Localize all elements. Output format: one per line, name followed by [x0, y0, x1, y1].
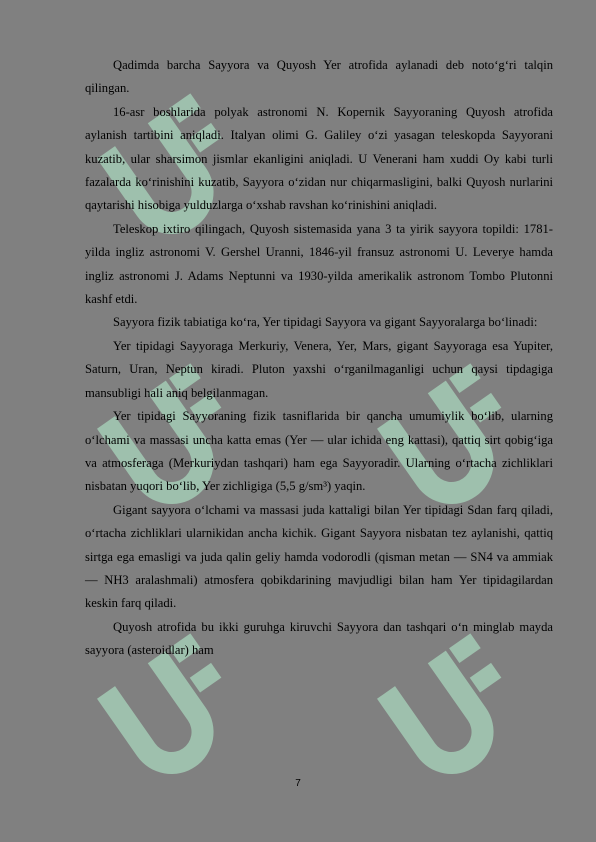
page-body-text	[85, 54, 553, 663]
paragraph: Sayyora fizik tabiatiga ko‘ra, Yer tipidagi Sayyora va gigant Sayyoralarga bo‘linadi:	[113, 315, 538, 330]
paragraph: Yer tipidagi Sayyoraning fizik tasniflarida bir qancha umumiylik bo‘lib, ularning o‘lchami va massasi uncha katta emas (Yer — ular ichida eng kattasi), qattiq sirt qobig‘iga va atmosferaga (Merkuriydan tashqari) ham ega Sayyoradir. Ularning o‘rtacha zichliklari nisbatan yuqori bo‘lib, Yer zichligiga (5,5 g/sm³) yaqin.	[85, 409, 553, 494]
paragraph: Quyosh atrofida bu ikki guruhga kiruvchi Sayyora dan tashqari o‘n minglab mayda sayyora (asteroidlar) ham	[85, 619, 553, 658]
paragraph: Gigant sayyora o‘lchami va massasi juda kattaligi bilan Yer tipidagi Sdan farq qiladi, o‘rtacha zichliklari ularnikidan ancha kichik. Gigant Sayyora nisbatan tez aylanishi, qattiq sirtga ega emasligi va juda qalin geliy hamda vodorodli (qisman metan — SN4 va ammiak — NH3 aralashmali) atmosfera qobikdarining mavjudligi bilan ham Yer tipidagilardan keskin farq qiladi.	[85, 502, 553, 611]
paragraph: Teleskop ixtiro qilingach, Quyosh sistemasida yana 3 ta yirik sayyora topildi: 1781-yilda ingliz astronomi V. Gershel Uranni, 1846-yil fransuz astronomi U. Leverye hamda ingliz astronomi J. Adams Neptunni va 1930-yilda amerikalik astronom Tombo Plutonni kashf etdi.	[85, 221, 553, 307]
page-number: 7	[295, 778, 301, 789]
paragraph: 16-asr boshlarida polyak astronomi N. Kopernik Sayyoraning Quyosh atrofida aylanish tartibini aniqladi. Italyan olimi G. Galiley o‘zi yasagan teleskopda Sayyorani kuzatib, ular sharsimon jismlar ekanligini aniqladi. U Venerani ham xuddi Oy kabi turli fazalarda ko‘rinishini kuzatib, Sayyora o‘zidan nur chiqarmasligini, balki Quyosh nurlarini qaytarishi hisobiga yulduzlarga o‘xshab ravshan ko‘rinishini aniqladi.	[85, 104, 553, 213]
paragraph: Qadimda barcha Sayyora va Quyosh Yer atrofida aylanadi deb noto‘g‘ri talqin qilingan.	[85, 58, 553, 96]
paragraph: Yer tipidagi Sayyoraga Merkuriy, Venera, Yer, Mars, gigant Sayyoraga esa Yupiter, Saturn, Uran, Neptun kiradi. Pluton yaxshi o‘rganilmaganligi uchun qaysi tipdagiga mansubligi hali aniq belgilanmagan.	[85, 338, 553, 400]
